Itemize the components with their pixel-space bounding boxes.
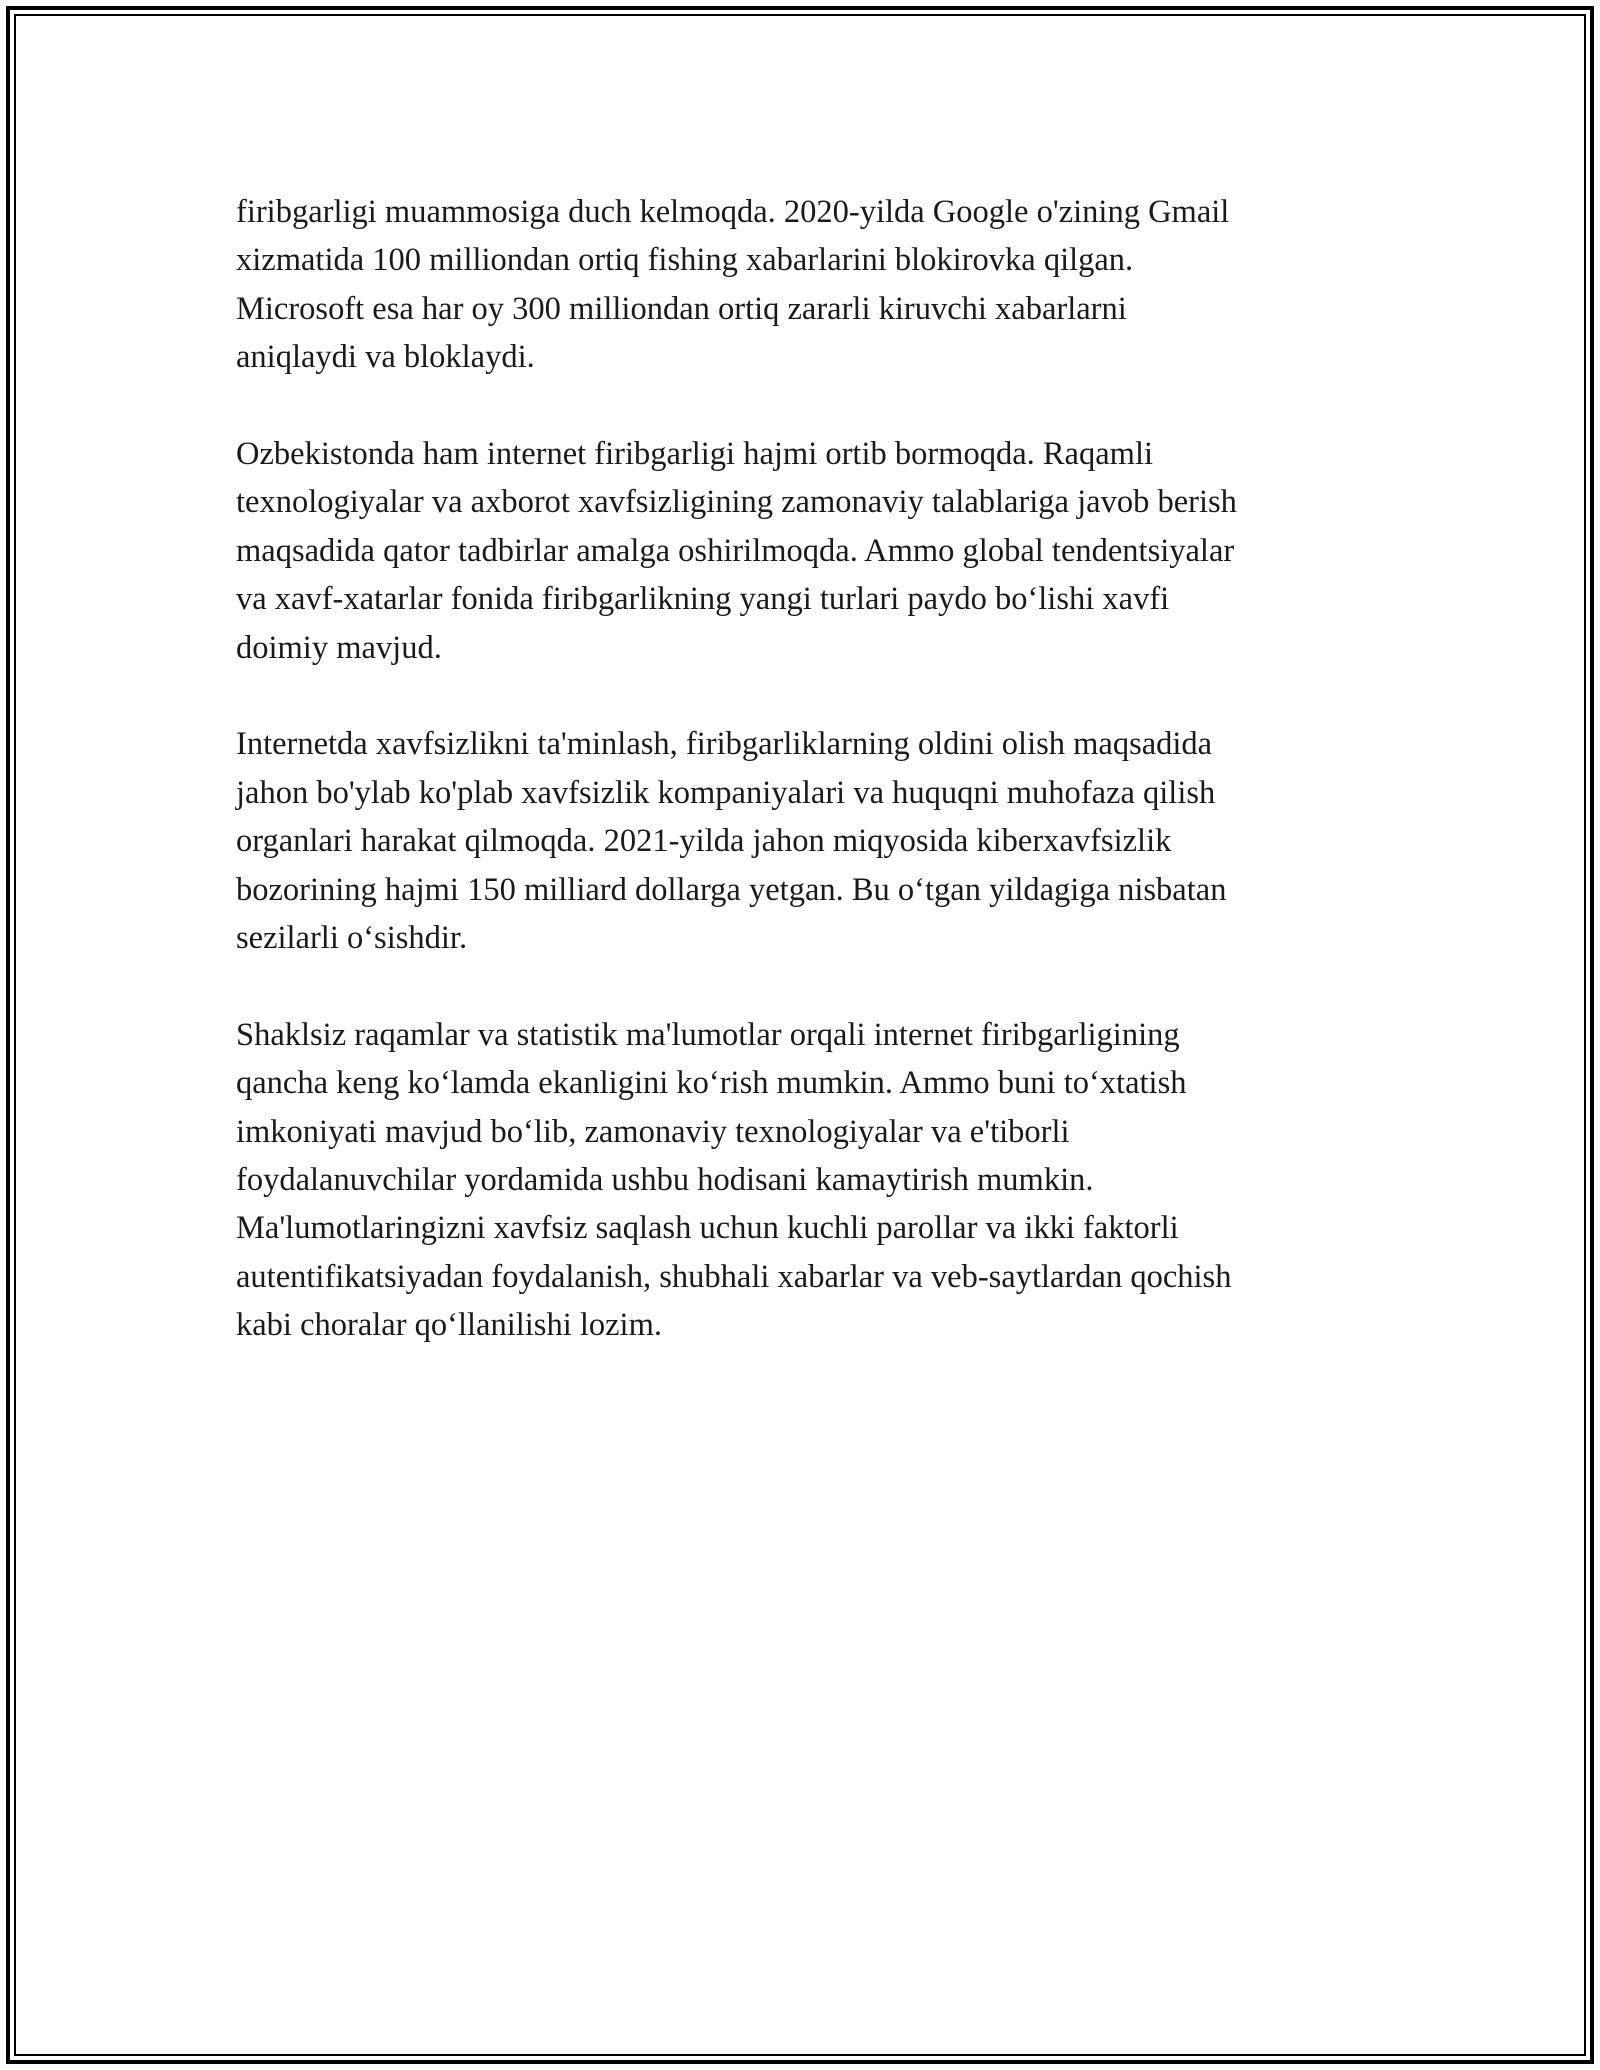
paragraph-2: Ozbekistonda ham internet firibgarligi hajmi ortib bormoqda. Raqamli texnologiyalar va axborot xavfsizligining zamonaviy talablariga javob berish maqsadida qator tadbirlar amalga oshirilmoqda. Ammo global tendentsiyalar va xavf-xatarlar fonida firibgarlikning yangi turlari paydo bo‘lishi xavfi doimiy mavjud.: [236, 436, 1237, 666]
paragraph-3: Internetda xavfsizlikni ta'minlash, firibgarliklarning oldini olish maqsadida jahon bo'ylab ko'plab xavfsizlik kompaniyalari va huquqni muhofaza qilish organlari harakat qilmoqda. 2021-yilda jahon miqyosida kiberxavfsizlik bozorining hajmi 150 milliard dollarga yetgan. Bu o‘tgan yildagiga nisbatan sezilarli o‘sishdir.: [236, 726, 1227, 957]
document-body: [236, 188, 1386, 1350]
paragraph-1: firibgarligi muammosiga duch kelmoqda. 2020-yilda Google o'zining Gmail xizmatida 100 milliondan ortiq fishing xabarlarini blokirovka qilgan. Microsoft esa har oy 300 milliondan ortiq zararli kiruvchi xabarlarni aniqlaydi va bloklaydi.: [236, 194, 1230, 376]
paragraph-4: Shaklsiz raqamlar va statistik ma'lumotlar orqali internet firibgarligining qancha keng ko‘lamda ekanligini ko‘rish mumkin. Ammo buni to‘xtatish imkoniyati mavjud bo‘lib, zamonaviy texnologiyalar va e'tiborli foydalanuvchilar yordamida ushbu hodisani kamaytirish mumkin. Ma'lumotlaringizni xavfsiz saqlash uchun kuchli parollar va ikki faktorli autentifikatsiyadan foydalanish, shubhali xabarlar va veb-saytlardan qochish kabi choralar qo‘llanilishi lozim.: [236, 1016, 1232, 1344]
